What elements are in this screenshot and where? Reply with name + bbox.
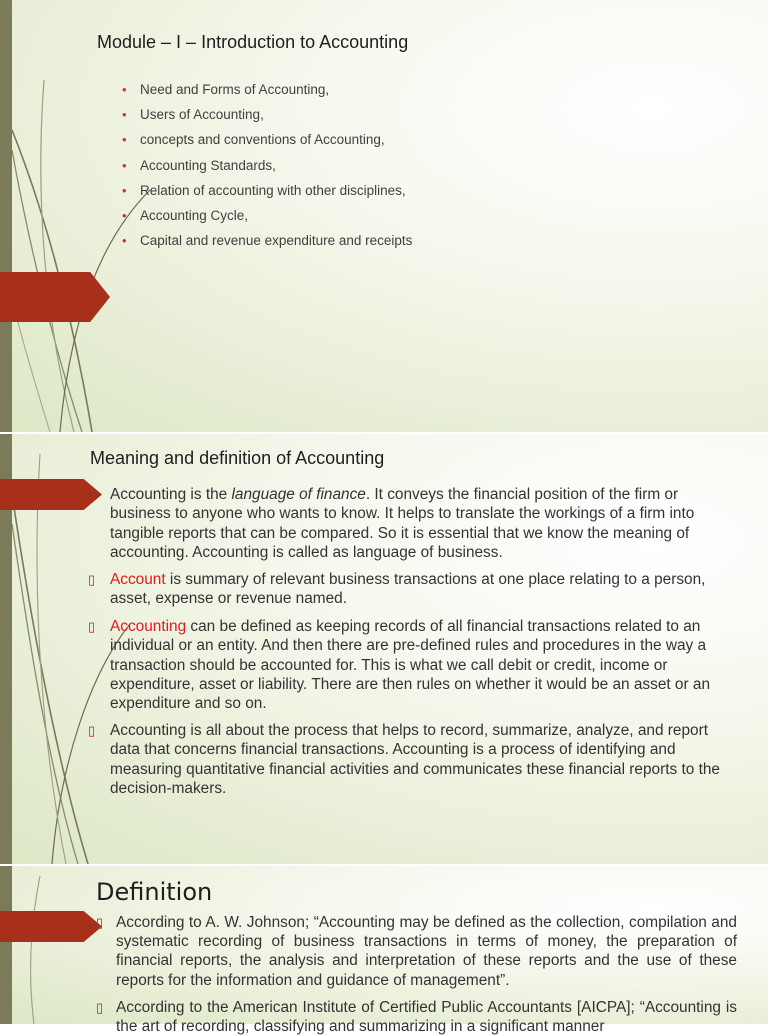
red-arrow-tab	[0, 911, 102, 942]
decorative-curves	[0, 0, 130, 432]
bullet-marker-icon: ▯	[96, 915, 104, 930]
paragraph-accounting: ▯ Accounting can be defined as keeping records of all financial transactions related to an individual or an entity. And then there are pre-defined rules and procedures in the way a transaction should be accounted for. This is what we call debit or credit, income or expenditure, asset or liability. There are then rules on whether it would be an asset or an expenditure and so on.	[88, 618, 711, 713]
list-item: • Capital and revenue expenditure and receipts	[118, 231, 412, 256]
list-item: • Need and Forms of Accounting,	[118, 80, 412, 105]
list-item: • concepts and conventions of Accounting,	[118, 130, 412, 155]
bullet-icon: •	[122, 132, 127, 148]
list-item: • Accounting Standards,	[118, 156, 412, 181]
bullet-marker-icon: ▯	[88, 723, 96, 738]
bullet-marker-icon: ▯	[96, 1000, 104, 1015]
slide-2	[0, 434, 768, 864]
slide-title: Meaning and definition of Accounting	[90, 448, 385, 468]
list-item: • Users of Accounting,	[118, 105, 412, 130]
slide-3	[0, 866, 768, 1036]
bullet-icon: •	[122, 233, 127, 249]
list-item: • Relation of accounting with other disciplines,	[118, 181, 412, 206]
paragraph-johnson-definition: ▯ According to A. W. Johnson; “Accounting may be defined as the collection, compilation and systematic recording of business transactions in terms of money, the preparation of financial reports, the analysis and interpretation of these reports and the use of these reports for the information and guidance of management”.	[96, 914, 737, 989]
bullet-icon: •	[122, 207, 127, 223]
bullet-icon: •	[122, 107, 127, 123]
bullet-icon: •	[122, 82, 127, 97]
paragraph-account: ▯ Account is summary of relevant business transactions at one place relating to a person, asset, expense or revenue named.	[88, 571, 706, 608]
bullet-marker-icon: ▯	[88, 572, 96, 587]
paragraph-language-of-finance: Accounting is the language of finance. It conveys the financial position of the firm or business to anyone who wants to know. It helps to translate the workings of a firm into tangible reports that can be compared. So it is essential that we know the meaning of accounting. Accounting is called as language of business.	[110, 486, 695, 561]
left-stripe	[0, 0, 12, 432]
left-stripe	[0, 866, 12, 1024]
paragraph-process: ▯ Accounting is all about the process that helps to record, summarize, analyze, and report data that concerns financial transactions. Accounting is a process of identifying and measuring quantitative financial activities and communicates these financial reports to the decision-makers.	[88, 722, 720, 797]
topic-list	[118, 80, 412, 256]
bullet-icon: •	[122, 157, 127, 173]
slide-title: Definition	[96, 878, 213, 906]
red-arrow-tab	[0, 272, 110, 322]
slide-1	[0, 0, 768, 432]
paragraph-aicpa-definition: ▯ According to the American Institute of Certified Public Accountants [AICPA]; “Accounting is the art of recording, classifying and summarizing in a significant manner	[96, 999, 737, 1036]
list-item: • Accounting Cycle,	[118, 206, 412, 231]
bullet-icon: •	[122, 182, 127, 198]
slide-title: Module – I – Introduction to Accounting	[97, 32, 409, 52]
bullet-marker-icon: ▯	[88, 619, 96, 634]
red-arrow-tab	[0, 479, 102, 510]
